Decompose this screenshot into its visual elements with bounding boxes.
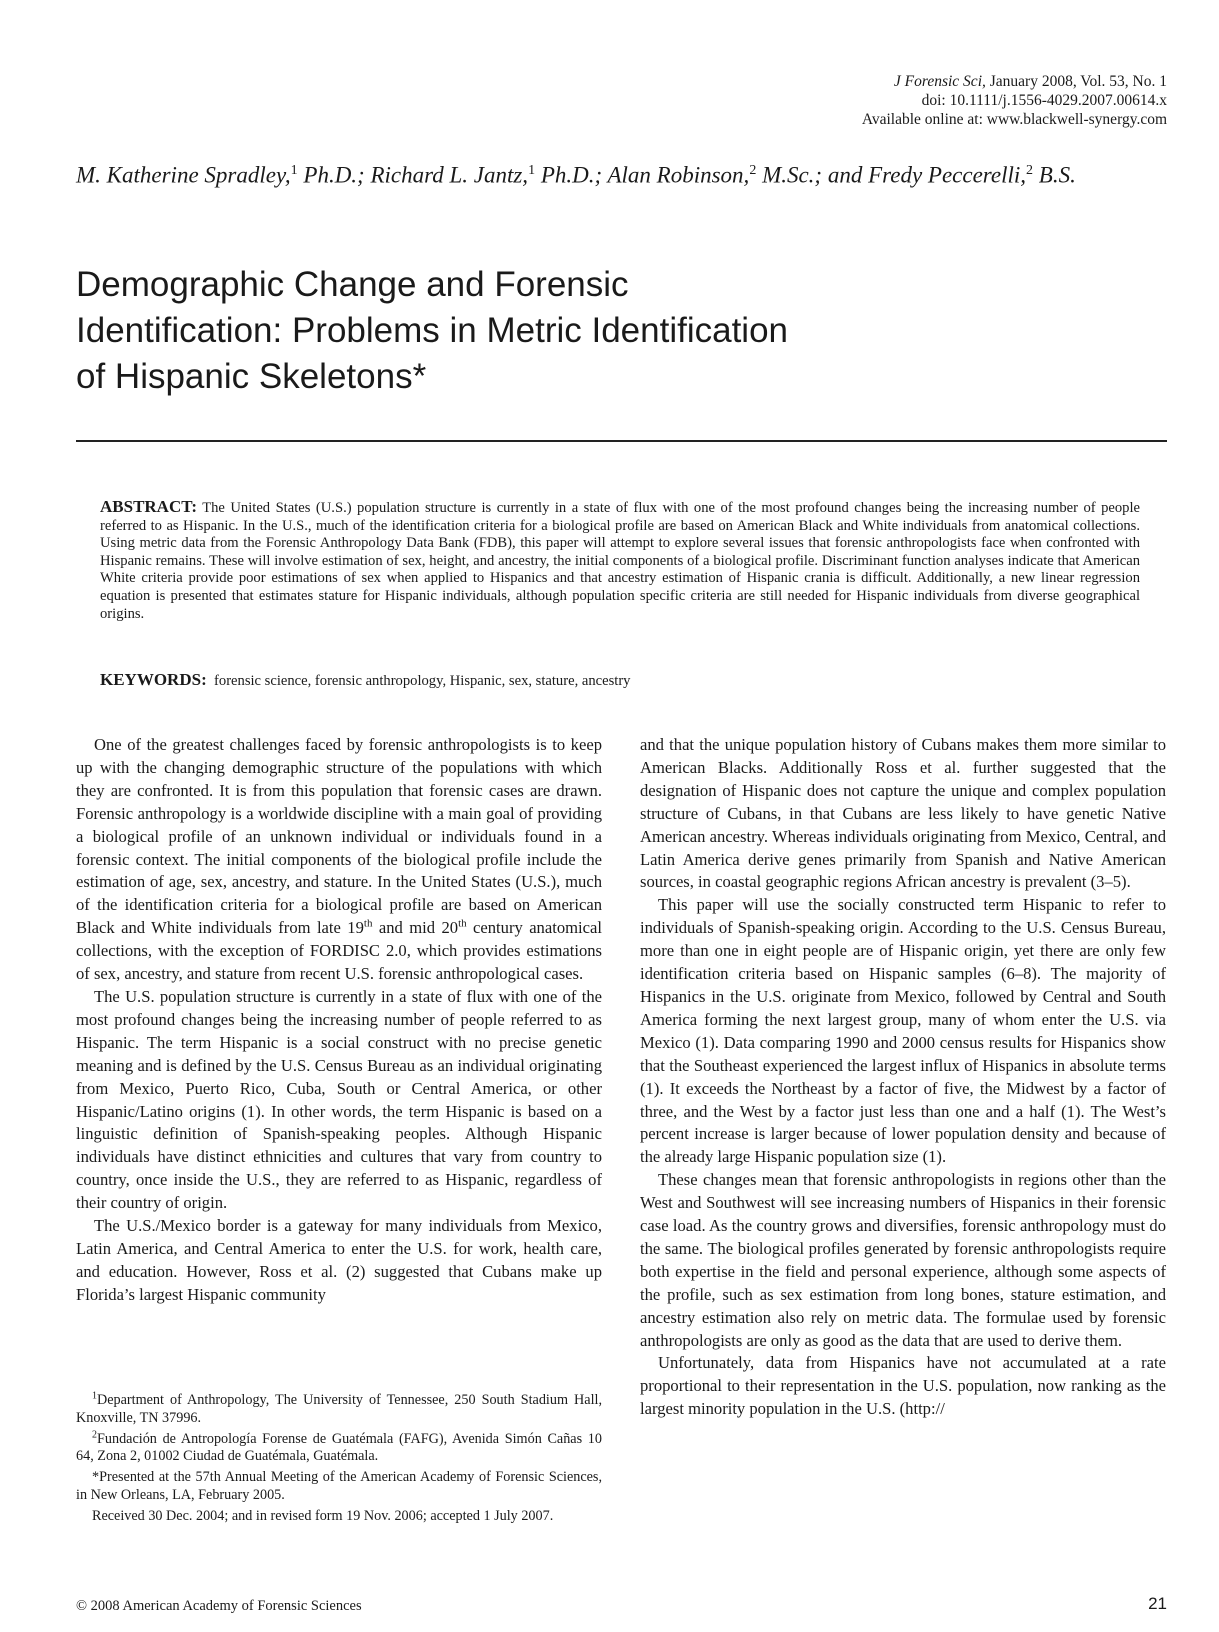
author-list	[76, 156, 1076, 191]
author-degree: Ph.D.;	[535, 162, 608, 188]
title-text: of Hispanic Skeletons	[76, 357, 413, 396]
author-name: Richard L. Jantz,	[370, 162, 529, 188]
paragraph-text: and mid 20	[372, 918, 459, 938]
body-paragraph: This paper will use the socially constructed term Hispanic to refer to individuals of Spanish-speaking origin. According to the U.S. Census Bureau, more than one in eight people are of Hispanic origin, yet there are only few identification criteria based on Hispanic samples (6–8). The majority of Hispanics in the U.S. originate from Mexico, followed by Central and South America forming the next largest group, many of whom enter the U.S. via Mexico (1). Data comparing 1990 and 2000 census results for Hispanics show that the Southeast experienced the largest influx of Hispanics in absolute terms (1). It exceeds the Northeast by a factor of five, the Midwest by a factor of three, and the West by a factor just less than one and a half (1). The West’s percent increase is larger because of lower population density and because of the already large Hispanic population size (1).	[640, 895, 1166, 1167]
paragraph-text: century anatomical collections, with the exception of FORDISC 2.0, which provides estimations of sex, ancestry, and stature from recent U.S. forensic anthropological cases.	[76, 918, 602, 984]
author-degree: B.S.	[1033, 162, 1076, 188]
title-divider	[76, 440, 1167, 442]
body-column-right	[640, 734, 1166, 1421]
superscript: th	[458, 917, 467, 930]
author-name: Alan Robinson,	[607, 162, 750, 188]
journal-name: J Forensic Sci,	[893, 73, 986, 90]
footnote	[76, 1428, 602, 1467]
body-paragraph: The U.S. population structure is currently in a state of flux with one of the most profound changes being the increasing number of people referred to as Hispanic. The term Hispanic is a social construct with no precise genetic meaning and is defined by the U.S. Census Bureau as an individual originating from Mexico, Puerto Rico, Cuba, South or Central America, or other Hispanic/Latino origins (1). In other words, the term Hispanic is based on a linguistic definition of Spanish-speaking peoples. Although Hispanic individuals have distinct ethnicities and cultures that vary from country to country, once inside the U.S., they are referred to as Hispanic, regardless of their country of origin.	[76, 986, 602, 1213]
abstract	[100, 498, 1140, 623]
keywords-text: forensic science, forensic anthropology, Hispanic, sex, stature, ancestry	[214, 673, 631, 689]
received-dates: Received 30 Dec. 2004; and in revised form 19 Nov. 2006; accepted 1 July 2007.	[92, 1507, 554, 1524]
author-name: M. Katherine Spradley,	[76, 162, 291, 188]
affiliation-mark: 2	[1026, 163, 1034, 178]
footnote-mark: 1	[92, 1390, 97, 1402]
title-line: Demographic Change and Forensic	[76, 265, 629, 304]
body-paragraph-continued: and that the unique population history of Cubans makes them more similar to American Blacks. Additionally Ross et al. further suggested that the designation of Hispanic does not capture the unique and complex population structure of Cubans, in that Cubans are less likely to have genetic Native American ancestry. Whereas individuals originating from Mexico, Central, and Latin America derive genes primarily from Spanish and Native American sources, in coastal geographic regions African ancestry is prevalent (3–5).	[640, 735, 1166, 892]
footnote-text: Department of Anthropology, The University of Tennessee, 250 South Stadium Hall, Knoxville, TN 37996.	[76, 1392, 602, 1426]
abstract-label: ABSTRACT:	[100, 497, 197, 516]
doi: doi: 10.1111/j.1556-4029.2007.00614.x	[921, 92, 1167, 109]
journal-issue: January 2008, Vol. 53, No. 1	[985, 73, 1167, 90]
paragraph-text: One of the greatest challenges faced by forensic anthropologists is to keep up with the changing demographic structure of the populations with which they are confronted. It is from this population that forensic cases are drawn. Forensic anthropology is a worldwide discipline with a main goal of providing a biological profile of an unknown individual or individuals found in a forensic context. The initial components of the biological profile include the estimation of age, sex, ancestry, and stature. In the United States (U.S.), much of the identification criteria for a biological profile are based on American Black and White individuals from late 19	[76, 735, 602, 938]
footnote	[76, 1392, 602, 1428]
paper-title	[76, 262, 976, 400]
title-footnote-mark: *	[412, 357, 427, 396]
body-paragraph: These changes mean that forensic anthropologists in regions other than the West and Southwest will see increasing numbers of Hispanics in their forensic case load. As the country grows and diversifies, forensic anthropology must do the same. The biological profiles generated by forensic anthropologists require both expertise in the field and personal experience, although some aspects of the profile, such as sex estimation from long bones, stature estimation, and ancestry estimation also rely on metric data. The formulae used by forensic anthropologists are only as good as the data that are used to derive them.	[640, 1170, 1166, 1350]
journal-header	[862, 72, 1167, 129]
footnote-text: Fundación de Antropología Forense de Guatémala (FAFG), Avenida Simón Cañas 10 64, Zona 2, 01002 Ciudad de Guatémala, Guatémala.	[76, 1430, 602, 1465]
keywords-label: KEYWORDS:	[100, 670, 207, 689]
body-paragraph: The U.S./Mexico border is a gateway for many individuals from Mexico, Latin America, and Central America to enter the U.S. for work, health care, and education. However, Ross et al. (2) suggested that Cubans make up Florida’s largest Hispanic community	[76, 1216, 602, 1304]
title-line: Identification: Problems in Metric Identification	[76, 311, 788, 350]
copyright: © 2008 American Academy of Forensic Sciences	[76, 1598, 362, 1614]
footnotes	[76, 1392, 602, 1529]
abstract-text: The United States (U.S.) population structure is currently in a state of flux with one of the most profound changes being the increasing number of people referred to as Hispanic. In the U.S., much of the identification criteria for a biological profile are based on American Black and White individuals from anatomical collections. Using metric data from the Forensic Anthropology Data Bank (FDB), this paper will attempt to explore several issues that forensic anthropologists face when confronted with Hispanic remains. These will involve estimation of sex, height, and ancestry, the initial components of a biological profile. Discriminant function analyses indicate that American White criteria provide poor estimations of sex when applied to Hispanics and that ancestry estimation of Hispanic crania is difficult. Additionally, a new linear regression equation is presented that estimates stature for Hispanic individuals, although population specific criteria are still needed for Hispanic individuals from diverse geographical origins.	[100, 500, 1140, 622]
author-name: Fredy Peccerelli,	[868, 162, 1027, 188]
body-paragraph: Unfortunately, data from Hispanics have not accumulated at a rate proportional to their representation in the U.S. population, now ranking as the largest minority population in the U.S. (http://	[640, 1353, 1166, 1419]
affiliation-mark: 1	[290, 163, 298, 178]
author-degree: Ph.D.;	[297, 162, 371, 188]
body-column-left	[76, 734, 602, 1307]
footnote-mark: 2	[92, 1428, 97, 1440]
online-availability: Available online at: www.blackwell-synergy.com	[861, 111, 1167, 128]
body-paragraph	[76, 734, 602, 986]
journal-citation	[862, 72, 1167, 91]
footnote: *Presented at the 57th Annual Meeting of the American Academy of Forensic Sciences, in New Orleans, LA, February 2005.	[76, 1469, 602, 1503]
affiliation-mark: 1	[528, 163, 536, 178]
keywords	[100, 670, 1140, 690]
title-line-last	[76, 354, 976, 400]
affiliation-mark: 2	[749, 163, 757, 178]
author-degree: M.Sc.; and	[756, 162, 869, 188]
page-number: 21	[1148, 1594, 1167, 1613]
superscript: th	[363, 917, 373, 930]
